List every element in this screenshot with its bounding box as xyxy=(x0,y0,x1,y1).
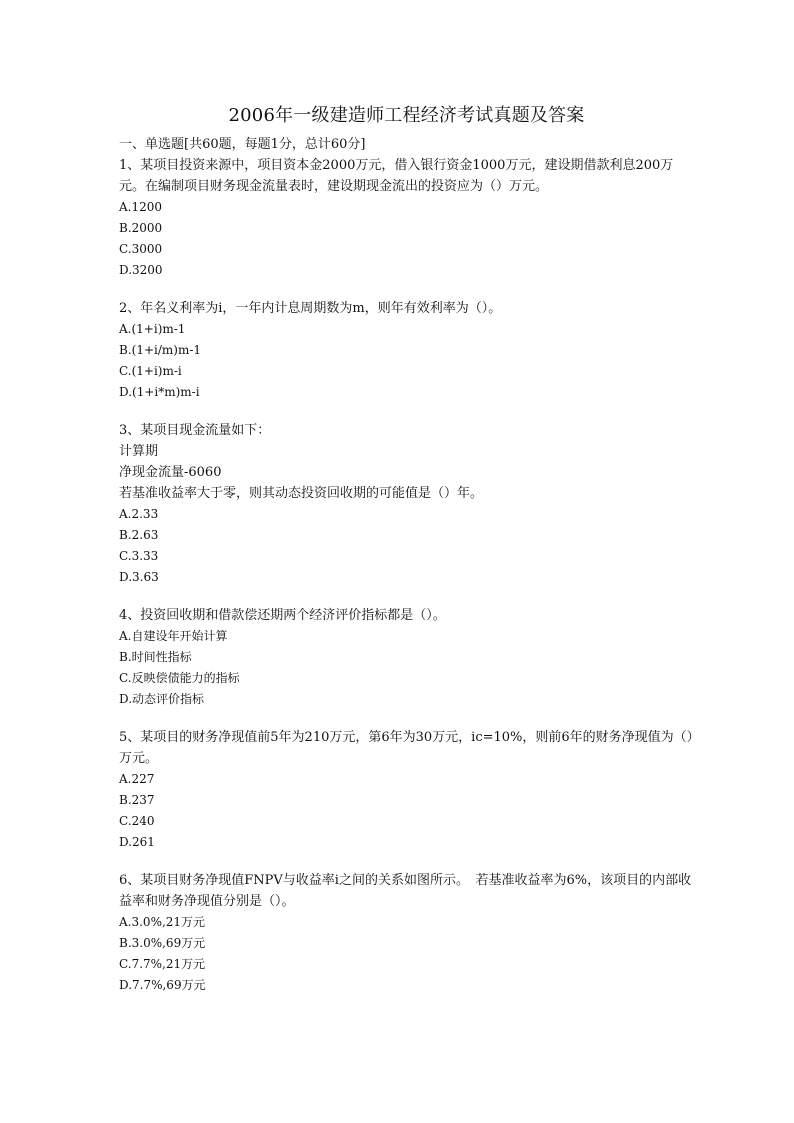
option-d: D.3200 xyxy=(119,263,163,277)
question-extra-line: 净现金流量-6060 xyxy=(119,465,222,480)
question-stem: 2、年名义利率为i，一年内计息周期数为m，则年有效利率为（）。 xyxy=(119,301,502,316)
option-b: B.237 xyxy=(119,793,155,807)
question-2 xyxy=(119,298,694,403)
question-stem: 5、某项目的财务净现值前5年为210万元，第6年为30万元，ic=10%，则前6年的财务净现值为（）万元。 xyxy=(119,730,694,766)
option-b: B.2000 xyxy=(119,221,163,235)
question-extra-line: 计算期 xyxy=(119,444,159,459)
question-1 xyxy=(119,155,694,281)
question-stem: 6、某项目财务净现值FNPV与收益率i之间的关系如图所示。 若基准收益率为6%，该项目的内部收益率和财务净现值分别是（）。 xyxy=(119,873,692,909)
option-d: D.261 xyxy=(119,835,155,849)
option-c: C.240 xyxy=(119,814,155,828)
option-d: D.7.7%,69万元 xyxy=(119,978,206,992)
question-4 xyxy=(119,605,694,710)
option-d: D.3.63 xyxy=(119,570,159,584)
question-stem: 3、某项目现金流量如下： xyxy=(119,423,271,438)
option-c: C.7.7%,21万元 xyxy=(119,957,206,971)
option-a: A.(1+i)m-1 xyxy=(119,322,186,336)
option-d: D.动态评价指标 xyxy=(119,692,205,706)
question-6 xyxy=(119,870,694,996)
option-b: B.3.0%,69万元 xyxy=(119,936,206,950)
option-c: C.3000 xyxy=(119,242,163,256)
page-title: 2006年一级建造师工程经济考试真题及答案 xyxy=(228,105,585,126)
section-heading: 一、单选题[共60题，每题1分，总计60分] xyxy=(119,137,366,152)
question-extra-line: 若基准收益率大于零，则其动态投资回收期的可能值是（）年。 xyxy=(119,486,484,501)
option-b: B.时间性指标 xyxy=(119,650,192,664)
option-d: D.(1+i*m)m-i xyxy=(119,385,200,399)
option-a: A.2.33 xyxy=(119,507,159,521)
question-stem: 4、投资回收期和借款偿还期两个经济评价指标都是（）。 xyxy=(119,608,446,623)
question-3 xyxy=(119,420,694,588)
question-5 xyxy=(119,727,694,853)
option-b: B.2.63 xyxy=(119,528,159,542)
option-a: A.3.0%,21万元 xyxy=(119,915,206,929)
option-c: C.3.33 xyxy=(119,549,159,563)
option-b: B.(1+i/m)m-1 xyxy=(119,343,202,357)
option-c: C.(1+i)m-i xyxy=(119,364,182,378)
option-a: A.1200 xyxy=(119,200,163,214)
option-c: C.反映偿债能力的指标 xyxy=(119,671,240,685)
question-stem: 1、某项目投资来源中，项目资本金2000万元，借入银行资金1000万元，建设期借款利息200万元。在编制项目财务现金流量表时，建设期现金流出的投资应为（）万元。 xyxy=(119,158,674,194)
option-a: A.自建设年开始计算 xyxy=(119,629,228,643)
option-a: A.227 xyxy=(119,772,155,786)
